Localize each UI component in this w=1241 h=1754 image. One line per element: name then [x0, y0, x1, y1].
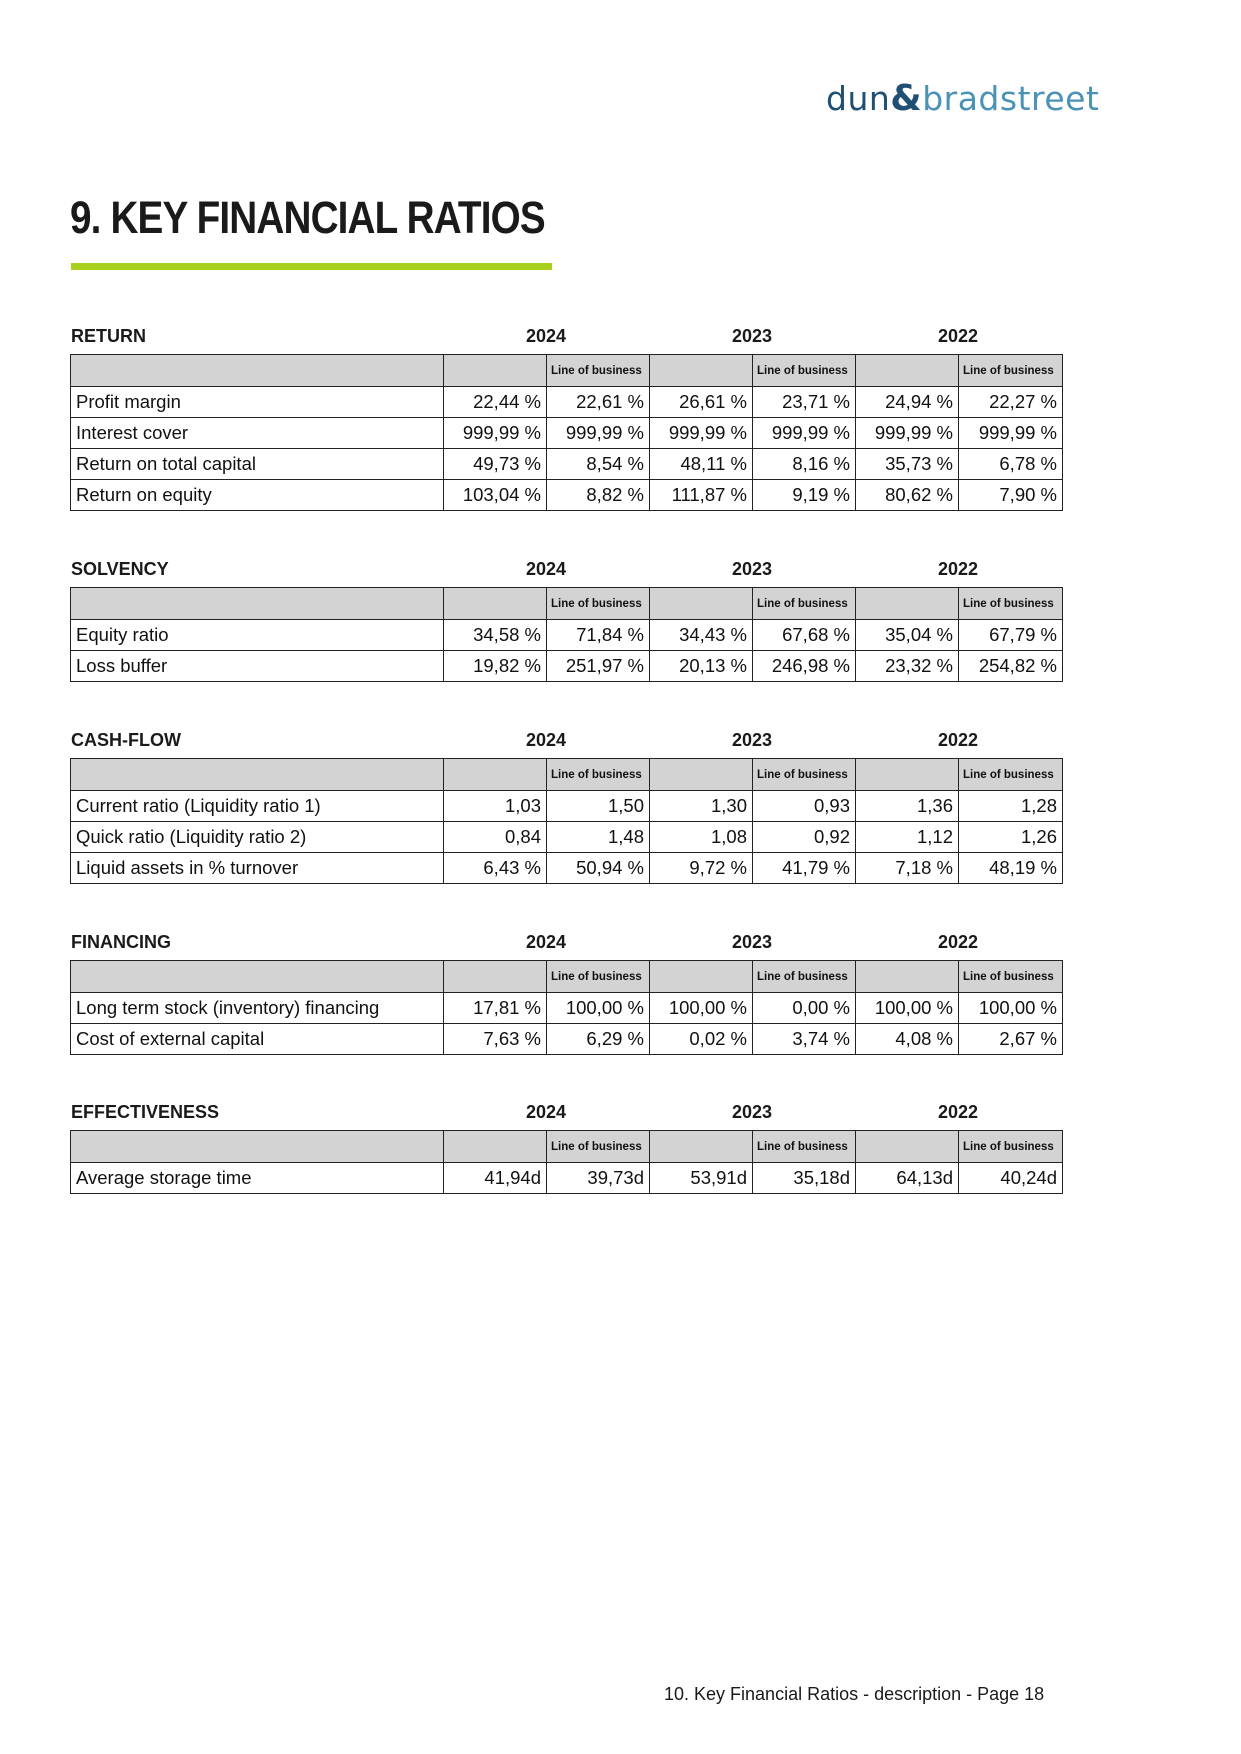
header-cell: [650, 961, 753, 993]
ratio-label: Average storage time: [71, 1163, 444, 1194]
company-value: 35,04 %: [856, 620, 959, 651]
year-header: 2022: [937, 559, 979, 579]
company-value: 49,73 %: [444, 449, 547, 480]
header-cell: [650, 355, 753, 387]
line-of-business-value: 41,79 %: [753, 853, 856, 884]
year-header: 2024: [525, 559, 567, 579]
line-of-business-value: 0,93: [753, 791, 856, 822]
ratio-label: Loss buffer: [71, 651, 444, 682]
table-row: [71, 1163, 1063, 1194]
company-value: 1,08: [650, 822, 753, 853]
section-title: SOLVENCY: [71, 559, 169, 579]
ratio-label: Return on equity: [71, 480, 444, 511]
company-value: 22,44 %: [444, 387, 547, 418]
company-value: 100,00 %: [650, 993, 753, 1024]
company-value: 64,13d: [856, 1163, 959, 1194]
table-row: [71, 651, 1063, 682]
table-row: [71, 418, 1063, 449]
company-value: 9,72 %: [650, 853, 753, 884]
header-cell: [856, 759, 959, 791]
header-cell: [444, 759, 547, 791]
line-of-business-value: 251,97 %: [547, 651, 650, 682]
line-of-business-value: 1,48: [547, 822, 650, 853]
company-value: 4,08 %: [856, 1024, 959, 1055]
company-value: 100,00 %: [856, 993, 959, 1024]
line-of-business-value: 8,16 %: [753, 449, 856, 480]
company-value: 1,30: [650, 791, 753, 822]
line-of-business-value: 50,94 %: [547, 853, 650, 884]
line-of-business-header: Line of business: [753, 759, 856, 791]
company-value: 7,63 %: [444, 1024, 547, 1055]
company-value: 0,84: [444, 822, 547, 853]
page-footer: 10. Key Financial Ratios - description - Page 18: [664, 1684, 1045, 1704]
logo-text-dun: dun: [826, 79, 891, 118]
table-header-row: [71, 759, 1063, 791]
header-cell: [71, 355, 444, 387]
company-value: 7,18 %: [856, 853, 959, 884]
ratio-table: [70, 354, 1063, 511]
ratio-table: [70, 1130, 1063, 1194]
table-row: [71, 1024, 1063, 1055]
line-of-business-value: 48,19 %: [959, 853, 1063, 884]
table-header-row: [71, 355, 1063, 387]
line-of-business-value: 6,78 %: [959, 449, 1063, 480]
header-cell: [650, 1131, 753, 1163]
header-cell: [444, 355, 547, 387]
line-of-business-value: 9,19 %: [753, 480, 856, 511]
line-of-business-value: 22,61 %: [547, 387, 650, 418]
table-row: [71, 480, 1063, 511]
line-of-business-value: 8,54 %: [547, 449, 650, 480]
section-title: FINANCING: [71, 932, 171, 952]
line-of-business-value: 71,84 %: [547, 620, 650, 651]
header-cell: [650, 588, 753, 620]
table-header-row: [71, 1131, 1063, 1163]
line-of-business-header: Line of business: [547, 961, 650, 993]
line-of-business-header: Line of business: [547, 759, 650, 791]
company-value: 103,04 %: [444, 480, 547, 511]
section-title: EFFECTIVENESS: [71, 1102, 220, 1122]
line-of-business-value: 1,28: [959, 791, 1063, 822]
table-row: [71, 620, 1063, 651]
company-value: 999,99 %: [856, 418, 959, 449]
header-cell: [856, 355, 959, 387]
ratio-label: Interest cover: [71, 418, 444, 449]
section-header: [70, 551, 1062, 587]
company-value: 53,91d: [650, 1163, 753, 1194]
header-cell: [650, 759, 753, 791]
company-value: 1,03: [444, 791, 547, 822]
section-header: [70, 722, 1062, 758]
line-of-business-value: 100,00 %: [547, 993, 650, 1024]
line-of-business-value: 1,50: [547, 791, 650, 822]
section-header: [70, 924, 1062, 960]
year-header: 2024: [525, 932, 567, 952]
year-header: 2022: [937, 730, 979, 750]
line-of-business-value: 35,18d: [753, 1163, 856, 1194]
company-value: 34,43 %: [650, 620, 753, 651]
line-of-business-value: 0,92: [753, 822, 856, 853]
line-of-business-value: 999,99 %: [547, 418, 650, 449]
line-of-business-value: 40,24d: [959, 1163, 1063, 1194]
header-cell: [71, 759, 444, 791]
company-value: 24,94 %: [856, 387, 959, 418]
company-value: 41,94d: [444, 1163, 547, 1194]
ratio-label: Profit margin: [71, 387, 444, 418]
year-header: 2023: [731, 326, 773, 346]
section-title: RETURN: [71, 326, 146, 346]
section-return: [70, 318, 1062, 511]
line-of-business-value: 0,00 %: [753, 993, 856, 1024]
company-value: 19,82 %: [444, 651, 547, 682]
company-value: 17,81 %: [444, 993, 547, 1024]
line-of-business-header: Line of business: [753, 588, 856, 620]
header-cell: [71, 961, 444, 993]
line-of-business-header: Line of business: [547, 1131, 650, 1163]
line-of-business-header: Line of business: [547, 355, 650, 387]
logo-text-bradstreet: bradstreet: [922, 79, 1100, 118]
line-of-business-value: 3,74 %: [753, 1024, 856, 1055]
table-header-row: [71, 961, 1063, 993]
company-value: 999,99 %: [650, 418, 753, 449]
section-financing: [70, 924, 1062, 1055]
dun-bradstreet-logo: [826, 78, 1099, 119]
line-of-business-value: 67,79 %: [959, 620, 1063, 651]
header-cell: [856, 1131, 959, 1163]
company-value: 0,02 %: [650, 1024, 753, 1055]
table-header-row: [71, 588, 1063, 620]
ratio-table: [70, 960, 1063, 1055]
table-row: [71, 822, 1063, 853]
table-row: [71, 387, 1063, 418]
header-cell: [71, 588, 444, 620]
ratio-table: [70, 758, 1063, 884]
line-of-business-header: Line of business: [753, 1131, 856, 1163]
section-effectiveness: [70, 1094, 1062, 1194]
year-header: 2023: [731, 1102, 773, 1122]
table-row: [71, 993, 1063, 1024]
ratio-label: Liquid assets in % turnover: [71, 853, 444, 884]
line-of-business-header: Line of business: [959, 759, 1063, 791]
year-header: 2023: [731, 730, 773, 750]
year-header: 2023: [731, 932, 773, 952]
company-value: 48,11 %: [650, 449, 753, 480]
company-value: 1,36: [856, 791, 959, 822]
line-of-business-value: 2,67 %: [959, 1024, 1063, 1055]
company-value: 111,87 %: [650, 480, 753, 511]
line-of-business-value: 23,71 %: [753, 387, 856, 418]
header-cell: [444, 961, 547, 993]
line-of-business-header: Line of business: [753, 961, 856, 993]
ratio-label: Cost of external capital: [71, 1024, 444, 1055]
line-of-business-header: Line of business: [959, 355, 1063, 387]
header-cell: [444, 588, 547, 620]
year-header: 2022: [937, 326, 979, 346]
line-of-business-value: 254,82 %: [959, 651, 1063, 682]
section-solvency: [70, 551, 1062, 682]
table-row: [71, 853, 1063, 884]
line-of-business-value: 67,68 %: [753, 620, 856, 651]
header-cell: [856, 961, 959, 993]
header-cell: [71, 1131, 444, 1163]
year-header: 2022: [937, 1102, 979, 1122]
ratio-label: Quick ratio (Liquidity ratio 2): [71, 822, 444, 853]
company-value: 23,32 %: [856, 651, 959, 682]
section-header: [70, 1094, 1062, 1130]
ratio-label: Current ratio (Liquidity ratio 1): [71, 791, 444, 822]
year-header: 2024: [525, 730, 567, 750]
ratio-label: Equity ratio: [71, 620, 444, 651]
line-of-business-value: 999,99 %: [959, 418, 1063, 449]
line-of-business-value: 100,00 %: [959, 993, 1063, 1024]
section-title: CASH-FLOW: [71, 730, 181, 750]
line-of-business-value: 22,27 %: [959, 387, 1063, 418]
table-row: [71, 449, 1063, 480]
line-of-business-value: 246,98 %: [753, 651, 856, 682]
company-value: 35,73 %: [856, 449, 959, 480]
section-header: [70, 318, 1062, 354]
company-value: 999,99 %: [444, 418, 547, 449]
line-of-business-value: 7,90 %: [959, 480, 1063, 511]
line-of-business-value: 6,29 %: [547, 1024, 650, 1055]
title-underline-bar: [71, 263, 552, 270]
line-of-business-header: Line of business: [959, 961, 1063, 993]
line-of-business-value: 1,26: [959, 822, 1063, 853]
company-value: 1,12: [856, 822, 959, 853]
company-value: 26,61 %: [650, 387, 753, 418]
line-of-business-header: Line of business: [753, 355, 856, 387]
line-of-business-header: Line of business: [959, 588, 1063, 620]
year-header: 2024: [525, 1102, 567, 1122]
header-cell: [856, 588, 959, 620]
company-value: 20,13 %: [650, 651, 753, 682]
line-of-business-header: Line of business: [547, 588, 650, 620]
ratio-table: [70, 587, 1063, 682]
logo-ampersand: &: [890, 78, 923, 119]
company-value: 6,43 %: [444, 853, 547, 884]
header-cell: [444, 1131, 547, 1163]
year-header: 2023: [731, 559, 773, 579]
table-row: [71, 791, 1063, 822]
line-of-business-value: 999,99 %: [753, 418, 856, 449]
ratio-label: Long term stock (inventory) financing: [71, 993, 444, 1024]
line-of-business-value: 8,82 %: [547, 480, 650, 511]
company-value: 80,62 %: [856, 480, 959, 511]
year-header: 2022: [937, 932, 979, 952]
company-value: 34,58 %: [444, 620, 547, 651]
section-cash-flow: [70, 722, 1062, 884]
line-of-business-header: Line of business: [959, 1131, 1063, 1163]
year-header: 2024: [525, 326, 567, 346]
page-title: 9. KEY FINANCIAL RATIOS: [70, 192, 545, 243]
ratio-label: Return on total capital: [71, 449, 444, 480]
line-of-business-value: 39,73d: [547, 1163, 650, 1194]
